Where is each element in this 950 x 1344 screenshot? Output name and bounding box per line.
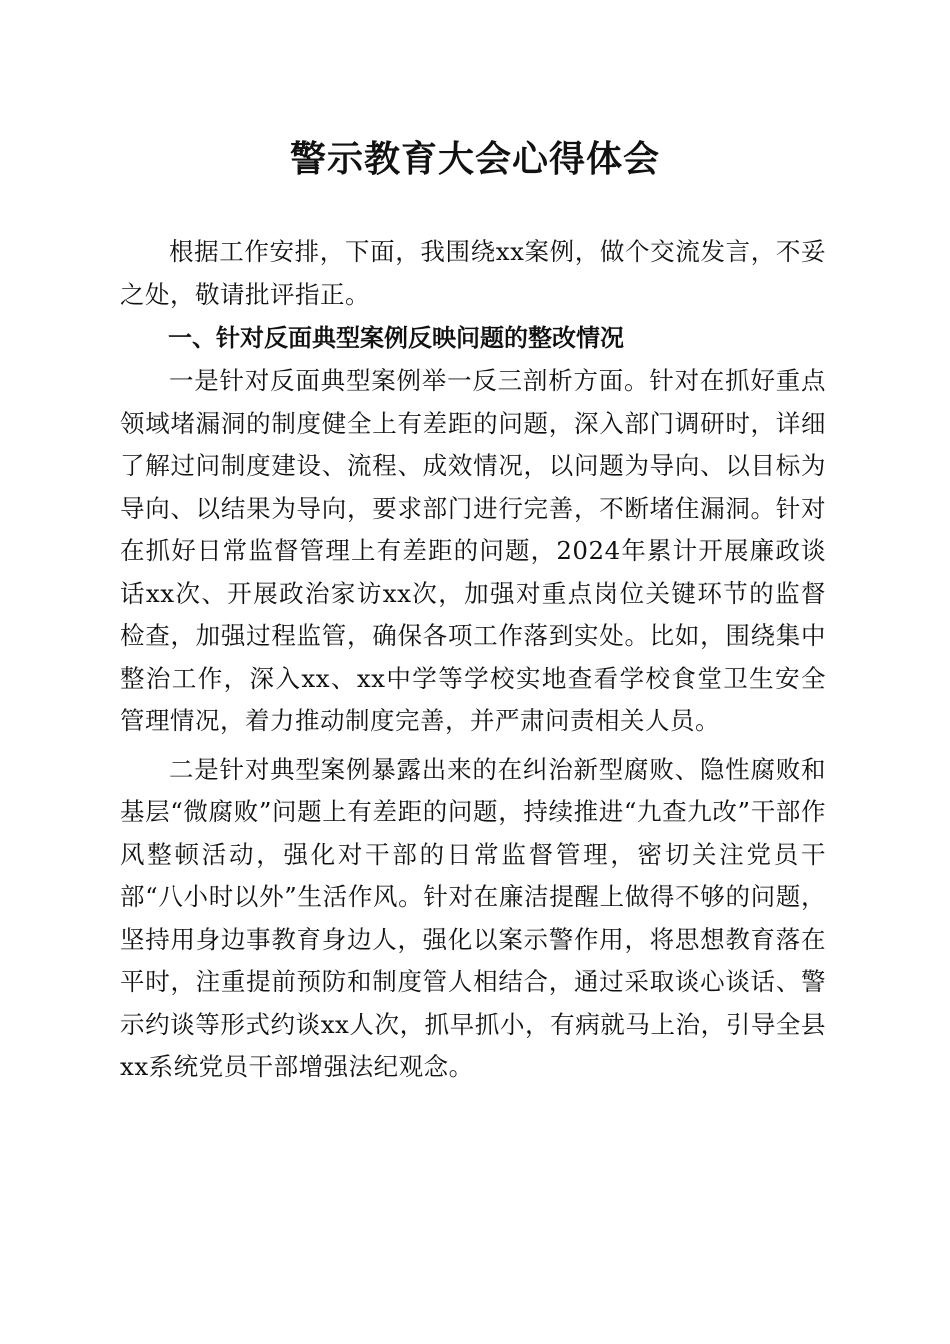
section-heading: 一、针对反面典型案例反映问题的整改情况 xyxy=(168,324,624,352)
intro-paragraph: 根据工作安排，下面，我围绕xx案例，做个交流发言，不妥之处，敬请批评指正。 xyxy=(120,237,826,309)
document-body xyxy=(120,231,826,1089)
body-paragraph-1: 一是针对反面典型案例举一反三剖析方面。针对在抓好重点领域堵漏洞的制度健全上有差距的问题，深入部门调研时，详细了解过问制度建设、流程、成效情况，以问题为导向、以目标为导向、以结果为导向，要求部门进行完善，不断堵住漏洞。针对在抓好日常监督管理上有差距的问题，2024年累计开展廉政谈话xx次、开展政治家访xx次，加强对重点岗位关键环节的监督检查，加强过程监管，确保各项工作落到实处。比如，围绕集中整治工作，深入xx、xx中学等学校实地查看学校食堂卫生安全管理情况，着力推动制度完善，并严肃问责相关人员。 xyxy=(120,366,826,735)
body-paragraph-2: 二是针对典型案例暴露出来的在纠治新型腐败、隐性腐败和基层“微腐败”问题上有差距的问题，持续推进“九查九改”干部作风整顿活动，强化对干部的日常监督管理，密切关注党员干部“八小时以外”生活作风。针对在廉洁提醒上做得不够的问题，坚持用身边事教育身边人，强化以案示警作用，将思想教育落在平时，注重提前预防和制度管人相结合，通过采取谈心谈话、警示约谈等形式约谈xx人次，抓早抓小，有病就马上治，引导全县xx系统党员干部增强法纪观念。 xyxy=(120,754,826,1081)
document-title: 警示教育大会心得体会 xyxy=(289,139,660,180)
